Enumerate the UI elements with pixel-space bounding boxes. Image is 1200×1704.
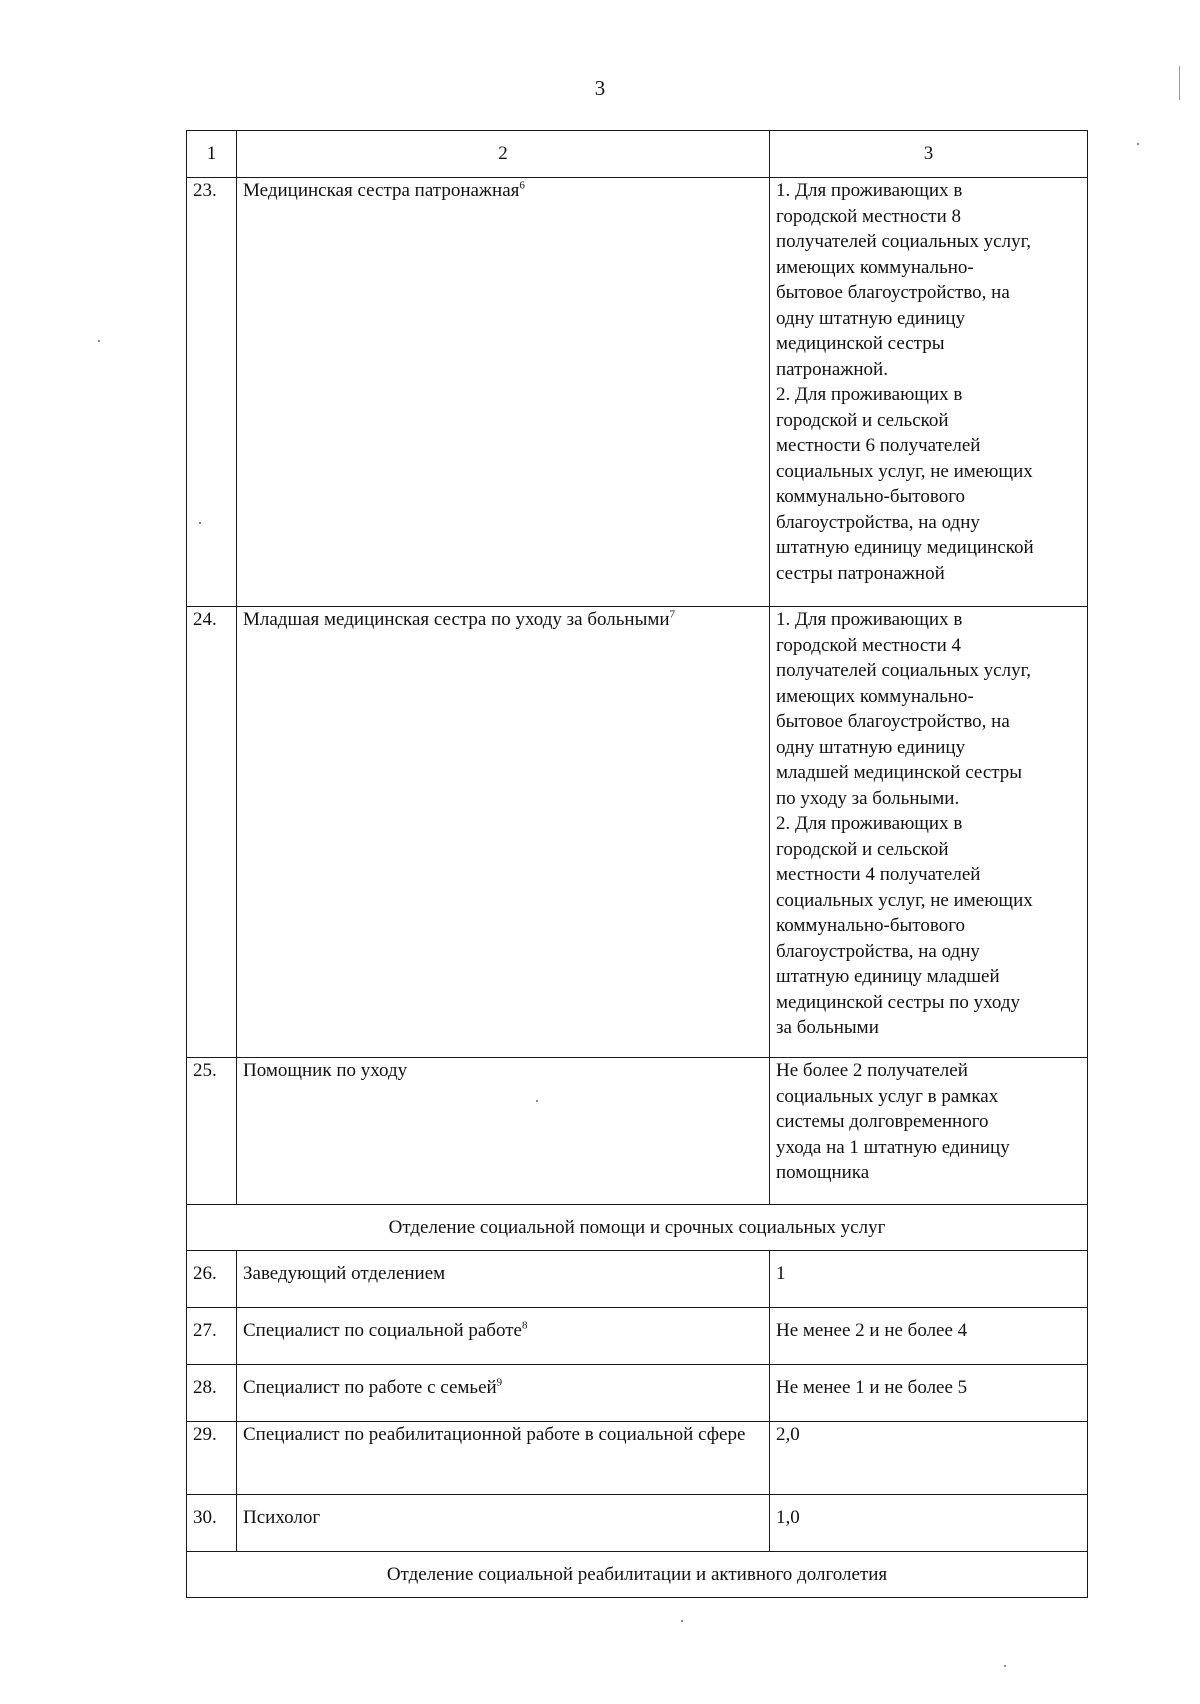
position-name	[237, 607, 770, 1058]
staffing-norm: 1,0	[770, 1495, 1088, 1552]
norm-line: городской и сельской	[776, 838, 949, 860]
footnote-mark: 9	[496, 1376, 503, 1389]
norm-line: местности 4 получателей	[776, 864, 981, 885]
row-number: 24.	[187, 607, 237, 1058]
section-row	[187, 1205, 1088, 1251]
norm-line: сестры патронажной	[776, 562, 945, 584]
norm-line: за больными	[776, 1017, 879, 1038]
norm-line: системы долговременного	[776, 1111, 989, 1132]
norm-line: имеющих коммунально-	[776, 256, 974, 278]
norm-line: ухода на 1 штатную единицу	[776, 1136, 1010, 1158]
table-row	[187, 1251, 1088, 1308]
row-number: 28.	[187, 1365, 237, 1422]
footnote-mark: 7	[669, 608, 676, 621]
norm-line: по уходу за больными.	[776, 787, 960, 809]
norm-line: одну штатную единицу	[776, 307, 966, 329]
staffing-norm: 2,0	[770, 1422, 1088, 1495]
norm-line: местности 6 получателей	[776, 435, 981, 456]
table-row	[187, 1058, 1088, 1205]
norm-line: социальных услуг, не имеющих	[776, 889, 1033, 911]
position-name-text: Младшая медицинская сестра по уходу за больными	[243, 609, 670, 630]
position-name	[237, 1308, 770, 1365]
norm-line: бытовое благоустройство, на	[776, 711, 1010, 732]
norm-line: социальных услуг, не имеющих	[776, 460, 1033, 482]
norm-line: городской местности 4	[776, 634, 962, 656]
footnote-mark: 6	[519, 179, 525, 192]
section-title: Отделение социальной реабилитации и активного долголетия	[187, 1552, 1088, 1598]
norm-line: получателей социальных услуг,	[776, 660, 1031, 681]
norm-line: благоустройства, на одну	[776, 511, 980, 533]
row-number: 27.	[187, 1308, 237, 1365]
scan-speck	[536, 1100, 538, 1102]
norm-line: коммунально-бытового	[776, 915, 966, 936]
position-name: Психолог	[237, 1495, 770, 1552]
table-row	[187, 178, 1088, 607]
row-number: 25.	[187, 1058, 237, 1205]
norm-line: штатную единицу младшей	[776, 966, 1000, 987]
norm-line: 1. Для проживающих в	[776, 609, 963, 630]
norm-line: коммунально-бытового	[776, 486, 966, 507]
position-name	[237, 1365, 770, 1422]
staffing-norm: Не менее 1 и не более 5	[770, 1365, 1088, 1422]
section-title: Отделение социальной помощи и срочных социальных услуг	[187, 1205, 1088, 1251]
norm-line: медицинской сестры по уходу	[776, 991, 1021, 1013]
scan-speck	[1004, 1665, 1006, 1667]
staffing-norm	[770, 607, 1088, 1058]
position-name: Специалист по реабилитационной работе в социальной сфере	[237, 1422, 770, 1495]
norm-line: Не более 2 получателей	[776, 1060, 968, 1081]
norm-line: одну штатную единицу	[776, 736, 966, 758]
position-name-text: Медицинская сестра патронажная	[243, 180, 520, 201]
staffing-norm	[770, 178, 1088, 607]
page-number: 3	[594, 76, 606, 100]
norm-line: помощника	[776, 1162, 870, 1183]
norm-line: благоустройства, на одну	[776, 940, 980, 962]
row-number: 29.	[187, 1422, 237, 1495]
scan-speck	[199, 522, 201, 524]
norm-line: 2. Для проживающих в	[776, 813, 963, 834]
section-row	[187, 1552, 1088, 1598]
position-name	[237, 178, 770, 607]
scan-speck	[98, 340, 100, 342]
norm-line: городской местности 8	[776, 205, 962, 227]
footnote-mark: 8	[521, 1319, 528, 1332]
staffing-norm: Не менее 2 и не более 4	[770, 1308, 1088, 1365]
table-row	[187, 1308, 1088, 1365]
header-cell-2: 2	[237, 131, 770, 178]
norm-line: получателей социальных услуг,	[776, 231, 1031, 252]
norm-line: 1. Для проживающих в	[776, 180, 963, 201]
norm-line: городской и сельской	[776, 409, 949, 431]
table-row	[187, 1495, 1088, 1552]
table-row	[187, 1365, 1088, 1422]
row-number: 26.	[187, 1251, 237, 1308]
norm-line: бытовое благоустройство, на	[776, 282, 1010, 303]
staffing-norm: 1	[770, 1251, 1088, 1308]
table-header-row	[187, 131, 1088, 178]
position-name: Заведующий отделением	[237, 1251, 770, 1308]
scan-speck	[1137, 143, 1139, 145]
row-number: 30.	[187, 1495, 237, 1552]
table-row	[187, 607, 1088, 1058]
norm-line: имеющих коммунально-	[776, 685, 974, 707]
position-name: Помощник по уходу	[237, 1058, 770, 1205]
norm-line: патронажной.	[776, 358, 888, 380]
table-row	[187, 1422, 1088, 1495]
staffing-table	[186, 130, 1088, 1598]
position-name-text: Специалист по работе с семьей	[243, 1377, 497, 1398]
staffing-norm	[770, 1058, 1088, 1205]
position-name-text: Специалист по социальной работе	[243, 1320, 522, 1341]
norm-line: медицинской сестры	[776, 333, 945, 354]
scan-edge-mark	[1179, 66, 1180, 100]
header-cell-3: 3	[770, 131, 1088, 178]
norm-line: младшей медицинской сестры	[776, 762, 1023, 783]
norm-line: социальных услуг в рамках	[776, 1085, 999, 1107]
norm-line: 2. Для проживающих в	[776, 384, 963, 405]
row-number: 23.	[187, 178, 237, 607]
scan-speck	[681, 1620, 683, 1622]
header-cell-1: 1	[187, 131, 237, 178]
norm-line: штатную единицу медицинской	[776, 537, 1034, 558]
